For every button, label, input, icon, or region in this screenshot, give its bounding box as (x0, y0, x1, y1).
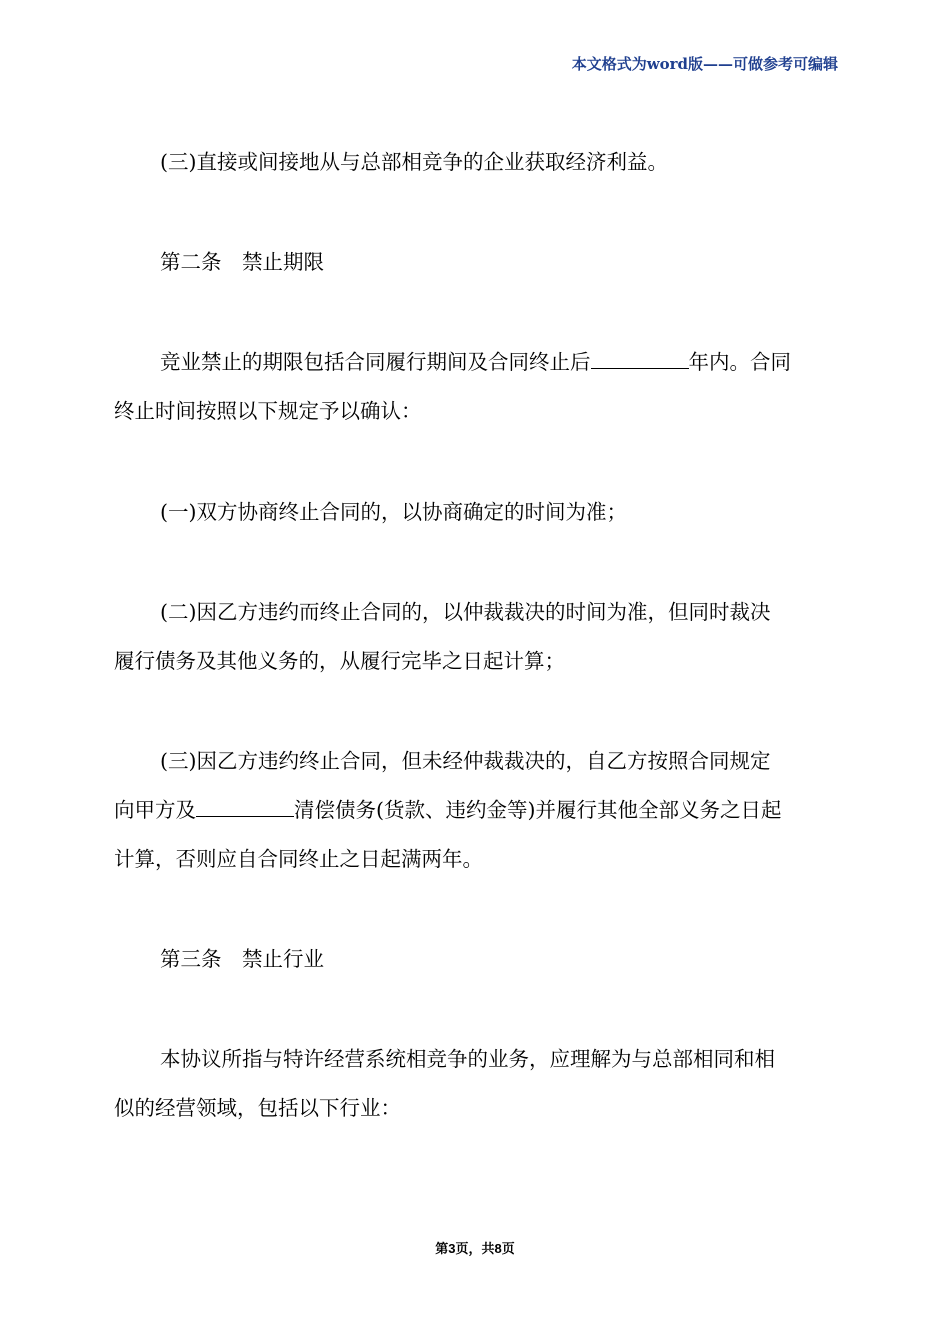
paragraph-item-2-line1: (二)因乙方违约而终止合同的，以仲裁裁决的时间为准，但同时裁决 (160, 600, 771, 624)
paragraph-industries-line2: 似的经营领域，包括以下行业： (114, 1096, 401, 1120)
document-header-note: 本文格式为word版——可做参考可编辑 (571, 55, 838, 73)
section-heading-article-2: 第二条 禁止期限 (160, 250, 324, 274)
section-heading-article-3: 第三条 禁止行业 (160, 947, 324, 971)
paragraph-item-2-line2: 履行债务及其他义务的，从履行完毕之日起计算； (114, 649, 565, 673)
blank-fill-line (591, 367, 689, 369)
blank-fill-line (196, 815, 294, 817)
page-number: 第3页，共8页 (435, 1241, 515, 1256)
paragraph-prohibition-period-line2: 终止时间按照以下规定予以确认： (114, 399, 422, 423)
paragraph-text: 年内。合同 (688, 350, 791, 374)
paragraph-industries-line1: 本协议所指与特许经营系统相竞争的业务，应理解为与总部相同和相 (160, 1047, 775, 1071)
paragraph-text: 向甲方及 (114, 798, 196, 822)
paragraph-clause-3: (三)直接或间接地从与总部相竞争的企业获取经济利益。 (160, 150, 668, 174)
paragraph-text: 竞业禁止的期限包括合同履行期间及合同终止后 (160, 350, 591, 374)
paragraph-item-3-line2 (114, 786, 838, 834)
paragraph-item-3-line3: 计算，否则应自合同终止之日起满两年。 (114, 847, 483, 871)
paragraph-item-3-line1: (三)因乙方违约终止合同，但未经仲裁裁决的，自乙方按照合同规定 (160, 749, 771, 773)
paragraph-prohibition-period-line1 (114, 338, 838, 386)
paragraph-item-1: (一)双方协商终止合同的，以协商确定的时间为准； (160, 500, 627, 524)
paragraph-text: 清偿债务(货款、违约金等)并履行其他全部义务之日起 (294, 798, 782, 822)
